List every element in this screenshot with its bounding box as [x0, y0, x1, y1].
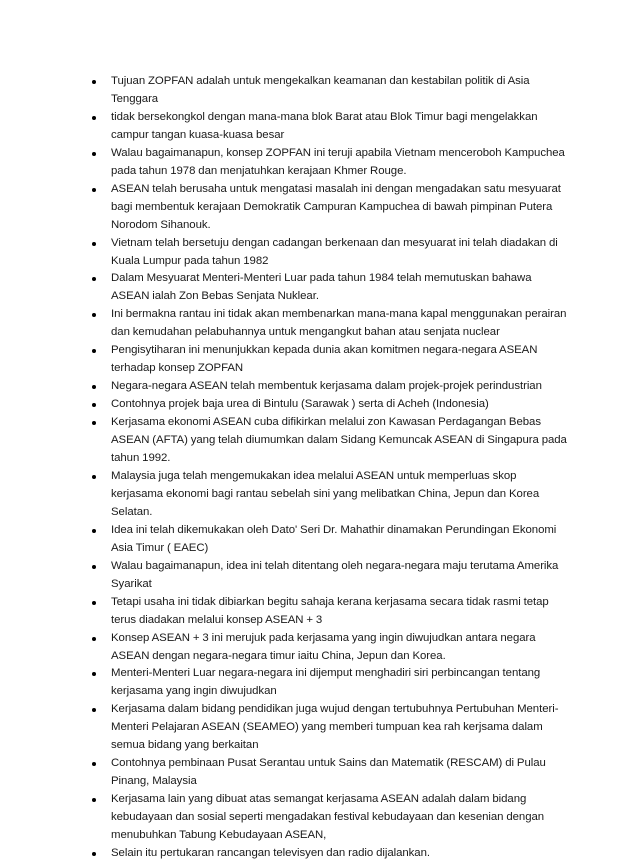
list-item [88, 73, 568, 109]
list-item [88, 235, 568, 271]
list-item [88, 630, 568, 666]
bullet-dot-icon [92, 708, 96, 712]
list-item-text: Kerjasama lain yang dibuat atas semangat kerjasama ASEAN adalah dalam bidang kebudayaan dan sosial seperti mengadakan festival kebudayaan dan kesenian dengan menubuhkan Tabung Kebudayaan ASEAN, [111, 793, 545, 842]
list-item-text: Walau bagaimanapun, konsep ZOPFAN ini teruji apabila Vietnam menceroboh Kampuchea pada tahun 1978 dan menjatuhkan kerajaan Khmer Rouge. [111, 146, 565, 177]
bullet-dot-icon [92, 385, 96, 389]
list-item-text: Tetapi usaha ini tidak dibiarkan begitu sahaja kerana kerjasama secara tidak rasmi tetap terus diadakan melalui konsep ASEAN + 3 [111, 595, 549, 626]
list-item-text: Malaysia juga telah mengemukakan idea melalui ASEAN untuk memperluas skop kerjasama ekonomi bagi rantau sebelah sini yang melibatkan China, Jepun dan Korea Selatan. [111, 469, 540, 518]
list-item-text: Kerjasama ekonomi ASEAN cuba difikirkan melalui zon Kawasan Perdagangan Bebas ASEAN (AFTA) yang telah diumumkan dalam Sidang Kemuncak ASEAN di Singapura pada tahun 1992. [111, 416, 567, 465]
list-item-text: Kerjasama dalam bidang pendidikan juga wujud dengan tertubuhnya Pertubuhan Menteri-Menteri Pelajaran ASEAN (SEAMEO) yang memberi tumpuan kea rah kerjsama dalam semua bidang yang berkaitan [111, 703, 559, 752]
list-item-text: Idea ini telah dikemukakan oleh Dato' Seri Dr. Mahathir dinamakan Perundingan Ekonomi Asia Timur ( EAEC) [111, 523, 557, 554]
list-item [88, 522, 568, 558]
list-item-text: Selain itu pertukaran rancangan televisyen dan radio dijalankan. [111, 846, 430, 859]
bullet-dot-icon [92, 116, 96, 120]
list-item [88, 594, 568, 630]
list-item-text: Negara-negara ASEAN telah membentuk kerjasama dalam projek-projek perindustrian [111, 380, 542, 393]
list-item [88, 414, 568, 468]
bullet-dot-icon [92, 475, 96, 479]
bullet-dot-icon [92, 188, 96, 192]
list-item-text: Menteri-Menteri Luar negara-negara ini dijemput menghadiri siri perbincangan tentang kerjasama yang ingin diwujudkan [111, 667, 541, 698]
bullet-dot-icon [92, 421, 96, 425]
list-item-text: Contohnya projek baja urea di Bintulu (Sarawak ) serta di Acheh (Indonesia) [111, 398, 489, 411]
list-item [88, 181, 568, 235]
bullet-dot-icon [92, 762, 96, 766]
list-item-text: ASEAN telah berusaha untuk mengatasi masalah ini dengan mengadakan satu mesyuarat bagi membentuk kerajaan Demokratik Campuran Kampuchea di bawah pimpinan Putera Norodom Sihanouk. [111, 182, 561, 231]
list-item-text: Contohnya pembinaan Pusat Serantau untuk Sains dan Matematik (RESCAM) di Pulau Pinang, Malaysia [111, 757, 546, 788]
bullet-dot-icon [92, 313, 96, 317]
bullet-dot-icon [92, 529, 96, 533]
list-item-text: tidak bersekongkol dengan mana-mana blok Barat atau Blok Timur bagi mengelakkan campur tangan kuasa-kuasa besar [111, 110, 538, 141]
bullet-dot-icon [92, 852, 96, 856]
list-item [88, 342, 568, 378]
list-item [88, 396, 568, 414]
list-item-text: Walau bagaimanapun, idea ini telah ditentang oleh negara-negara maju terutama Amerika Syarikat [111, 559, 559, 590]
list-item [88, 378, 568, 396]
bullet-dot-icon [92, 798, 96, 802]
bullet-list [88, 73, 568, 863]
list-item-text: Tujuan ZOPFAN adalah untuk mengekalkan keamanan dan kestabilan politik di Asia Tenggara [111, 75, 530, 105]
bullet-dot-icon [92, 565, 96, 569]
bullet-dot-icon [92, 672, 96, 676]
bullet-dot-icon [92, 242, 96, 246]
bullet-dot-icon [92, 601, 96, 605]
bullet-dot-icon [92, 80, 96, 84]
bullet-dot-icon [92, 637, 96, 641]
bullet-dot-icon [92, 403, 96, 407]
bullet-dot-icon [92, 349, 96, 353]
list-item [88, 306, 568, 342]
list-item-text: Vietnam telah bersetuju dengan cadangan berkenaan dan mesyuarat ini telah diadakan di Kuala Lumpur pada tahun 1982 [111, 236, 558, 267]
list-item-text: Konsep ASEAN + 3 ini merujuk pada kerjasama yang ingin diwujudkan antara negara ASEAN dengan negara-negara timur iaitu China, Jepun dan Korea. [111, 631, 536, 662]
bullet-dot-icon [92, 152, 96, 156]
bullet-dot-icon [92, 277, 96, 281]
list-item [88, 845, 568, 863]
list-item-text: Ini bermakna rantau ini tidak akan membenarkan mana-mana kapal menggunakan perairan dan kemudahan pelabuhannya untuk mengangkut bahan atau senjata nuclear [111, 308, 567, 339]
list-item-text: Dalam Mesyuarat Menteri-Menteri Luar pada tahun 1984 telah memutuskan bahawa ASEAN ialah Zon Bebas Senjata Nuklear. [111, 272, 532, 303]
list-item [88, 755, 568, 791]
list-item [88, 791, 568, 845]
list-item [88, 468, 568, 522]
list-item [88, 701, 568, 755]
list-item [88, 558, 568, 594]
list-item [88, 109, 568, 145]
list-item [88, 270, 568, 306]
list-item [88, 665, 568, 701]
list-item [88, 145, 568, 181]
list-item-text: Pengisytiharan ini menunjukkan kepada dunia akan komitmen negara-negara ASEAN terhadap konsep ZOPFAN [111, 344, 538, 375]
